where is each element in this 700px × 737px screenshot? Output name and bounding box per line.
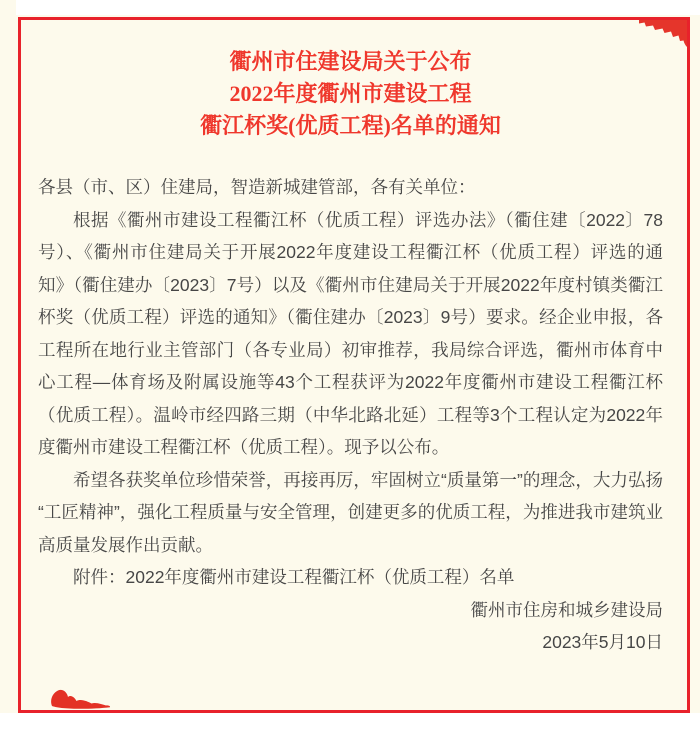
notice-title bbox=[38, 46, 663, 142]
notice-title-line-2: 2022年度衢州市建设工程 bbox=[229, 81, 472, 106]
paragraph-basis: 根据《衢州市建设工程衢江杯（优质工程）评选办法》（衢住建〔2022〕78号）、《衢州市住建局关于开展2022年度建设工程衢江杯（优质工程）评选的通知》（衢住建办〔2023〕7号）以及《衢州市住建局关于开展2022年度村镇类衢江杯奖（优质工程）评选的通知》（衢住建办〔2023〕9号）要求。经企业申报，各工程所在地行业主管部门（各专业局）初审推荐，我局综合评选，衢州市体育中心工程—体育场及附属设施等43个工程获评为2022年度衢州市建设工程衢江杯（优质工程）。温岭市经四路三期（中华北路北延）工程等3个工程认定为2022年度衢州市建设工程衢江杯（优质工程）。现予以公布。 bbox=[38, 209, 663, 457]
paper-panel bbox=[0, 15, 700, 713]
attachment-line: 附件：2022年度衢州市建设工程衢江杯（优质工程）名单 bbox=[73, 567, 515, 587]
date-line: 2023年5月10日 bbox=[542, 632, 663, 652]
notice-title-line-1: 衢州市住建设局关于公布 bbox=[229, 49, 472, 74]
issuer-line: 衢州市住房和城乡建设局 bbox=[470, 599, 663, 620]
notice-body bbox=[38, 171, 663, 659]
salutation-line: 各县（市、区）住建局，智造新城建管部，各有关单位： bbox=[38, 177, 476, 197]
notice-title-line-3: 衢江杯奖(优质工程)名单的通知 bbox=[200, 113, 501, 138]
document-border bbox=[18, 17, 690, 713]
document-content bbox=[21, 20, 687, 710]
paper-edge-corner bbox=[0, 0, 16, 16]
paragraph-exhortation: 希望各获奖单位珍惜荣誉，再接再厉，牢固树立“质量第一”的理念，大力弘扬“工匠精神”，强化工程质量与安全管理，创建更多的优质工程，为推进我市建筑业高质量发展作出贡献。 bbox=[38, 469, 663, 555]
